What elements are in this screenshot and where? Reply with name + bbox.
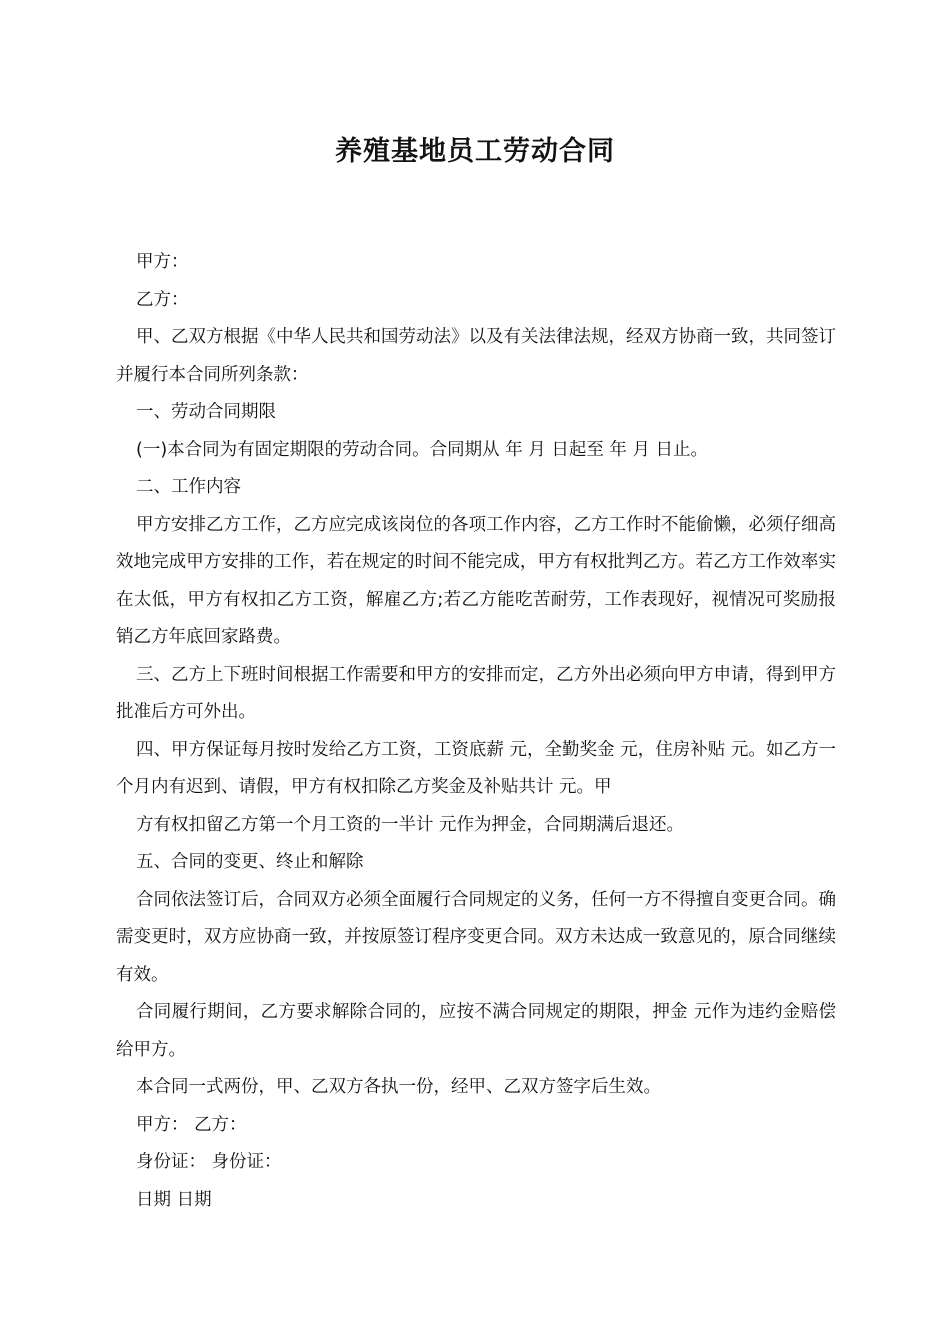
working-hours-paragraph: 三、乙方上下班时间根据工作需要和甲方的安排而定，乙方外出必须向甲方申请，得到甲方批准后方可外出。 [116, 664, 836, 722]
work-content-paragraph: 甲方安排乙方工作，乙方应完成该岗位的各项工作内容，乙方工作时不能偷懒，必须仔细高效地完成甲方安排的工作，若在规定的时间不能完成，甲方有权批判乙方。若乙方工作效率实在太低，甲方有权扣乙方工资，解雇乙方;若乙方能吃苦耐劳，工作表现好，视情况可奖励报销乙方年底回家路费。 [116, 514, 836, 647]
signature-parties-line: 甲方： 乙方： [136, 1114, 247, 1135]
copies-paragraph: 本合同一式两份，甲、乙双方各执一份，经甲、乙双方签字后生效。 [136, 1077, 661, 1097]
change-paragraph: 合同依法签订后，合同双方必须全面履行合同规定的义务，任何一方不得擅自变更合同。确需变更时，双方应协商一致，并按原签订程序变更合同。双方未达成一致意见的，原合同继续有效。 [116, 889, 836, 985]
termination-paragraph: 合同履行期间，乙方要求解除合同的，应按不满合同规定的期限，押金 元作为违约金赔偿给甲方。 [116, 1002, 836, 1060]
deposit-paragraph: 方有权扣留乙方第一个月工资的一半计 元作为押金，合同期满后退还。 [136, 814, 685, 835]
signature-date-line: 日期 日期 [136, 1189, 212, 1210]
party-a-line: 甲方： [136, 252, 189, 272]
salary-paragraph: 四、甲方保证每月按时发给乙方工资，工资底薪 元，全勤奖金 元，住房补贴 元。如乙方一个月内有迟到、请假，甲方有权扣除乙方奖金及补贴共计 元。甲 [116, 739, 836, 797]
term-paragraph: (一)本合同为有固定期限的劳动合同。合同期从 年 月 日起至 年 月 日止。 [136, 439, 709, 460]
party-b-line: 乙方： [136, 289, 189, 310]
section-heading-change: 五、合同的变更、终止和解除 [136, 852, 364, 872]
signature-id-line: 身份证： 身份证： [136, 1152, 282, 1172]
document-body [116, 244, 836, 1219]
section-heading-term: 一、劳动合同期限 [136, 402, 276, 422]
document-title: 养殖基地员工劳动合同 [335, 136, 615, 167]
section-heading-work: 二、工作内容 [136, 477, 241, 497]
preamble-paragraph: 甲、乙双方根据《中华人民共和国劳动法》以及有关法律法规，经双方协商一致，共同签订并履行本合同所列条款： [116, 327, 836, 385]
